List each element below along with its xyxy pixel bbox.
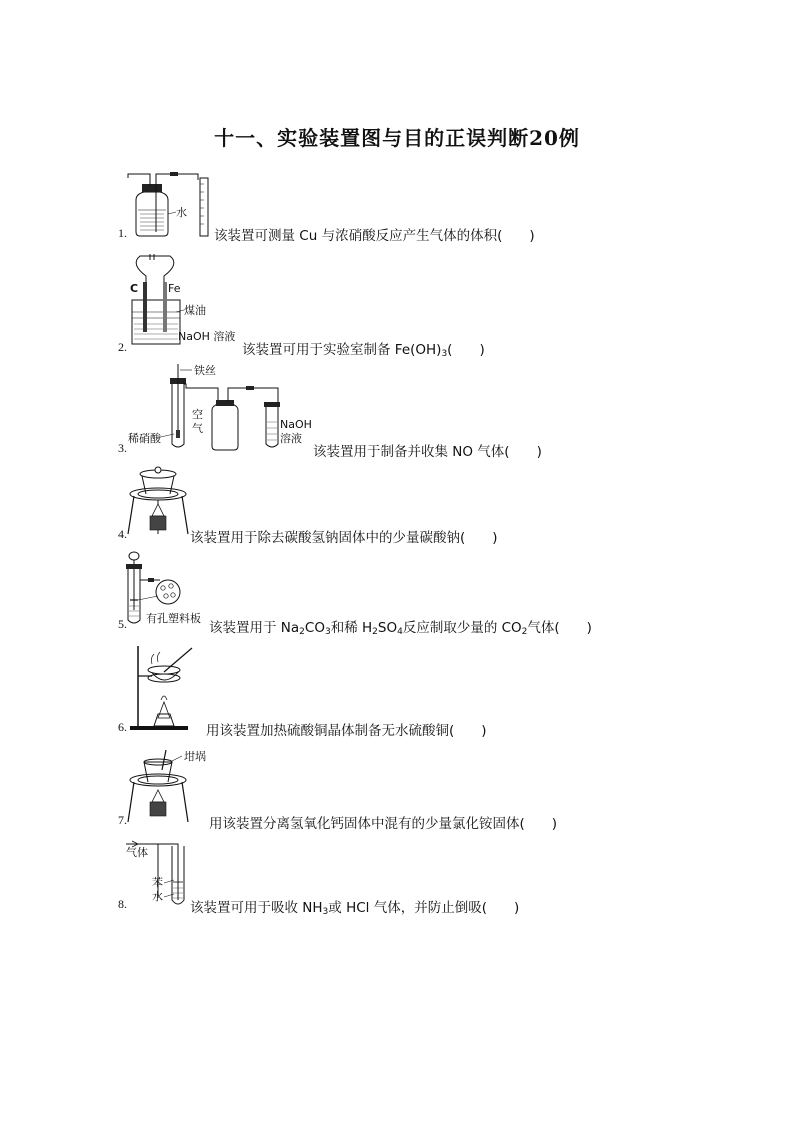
label-air-1: 空 xyxy=(192,408,203,421)
evaporating-dish-apparatus-figure xyxy=(130,640,200,732)
label-kerosene: 煤油 xyxy=(184,304,206,317)
question-text: 用该装置分离氢氧化钙固体中混有的少量氯化铵固体( ) xyxy=(209,816,558,832)
question-number: 6. xyxy=(118,720,127,734)
question-text: 该装置可用于实验室制备 $Fe(OH)_3$( ) xyxy=(242,342,485,359)
label-perforated-plate: 有孔塑料板 xyxy=(146,612,201,625)
label-naoh: NaOH xyxy=(280,418,312,431)
kipps-like-apparatus-figure xyxy=(126,550,216,630)
question-text: 该装置用于制备并收集 NO 气体( ) xyxy=(313,444,542,460)
question-number: 8. xyxy=(118,897,127,911)
label-water: 水 xyxy=(152,890,163,903)
question-text: 该装置用于除去碳酸氢钠固体中的少量碳酸钠( ) xyxy=(190,530,498,546)
label-air-2: 气 xyxy=(192,422,203,435)
question-text: 该装置可测量 Cu 与浓硝酸反应产生气体的体积( ) xyxy=(214,228,535,244)
crucible-heating-figure-2 xyxy=(126,748,216,828)
question-text: 该装置可用于吸收 $NH_3$或 HCl 气体，并防止倒吸( ) xyxy=(190,900,520,917)
crucible-heating-apparatus-figure xyxy=(126,464,192,544)
question-text: 该装置用于 $Na_2CO_3$和稀 $H_2SO_4$反应制取少量的 $CO_2$气体( ) xyxy=(209,620,592,637)
question-number: 3. xyxy=(118,441,127,455)
page-title: 十一、实验装置图与目的正误判断20例 xyxy=(214,126,580,150)
label-iron: Fe xyxy=(168,282,181,295)
electrolysis-apparatus-figure xyxy=(128,254,248,349)
label-iron-wire: 铁丝 xyxy=(194,364,216,377)
question-text: 用该装置加热硫酸铜晶体制备无水硫酸铜( ) xyxy=(206,723,487,739)
question-number: 1. xyxy=(118,226,127,240)
label-crucible: 坩埚 xyxy=(184,750,206,763)
gas-absorption-apparatus-figure xyxy=(126,838,192,910)
label-benzene: 苯 xyxy=(152,876,163,889)
label-gas: 气体 xyxy=(126,846,148,859)
question-number: 7. xyxy=(118,813,127,827)
label-dilute-nitric-acid: 稀硝酸 xyxy=(128,432,161,445)
label-solution: 溶液 xyxy=(280,432,302,445)
label-water: 水 xyxy=(176,206,187,219)
question-number: 4. xyxy=(118,527,127,541)
question-number: 5. xyxy=(118,617,127,631)
question-number: 2. xyxy=(118,340,127,354)
no-preparation-apparatus-figure xyxy=(128,362,318,454)
label-carbon: C xyxy=(130,282,139,295)
label-naoh-solution: NaOH 溶液 xyxy=(178,330,236,343)
gas-collection-apparatus-figure xyxy=(128,170,218,240)
